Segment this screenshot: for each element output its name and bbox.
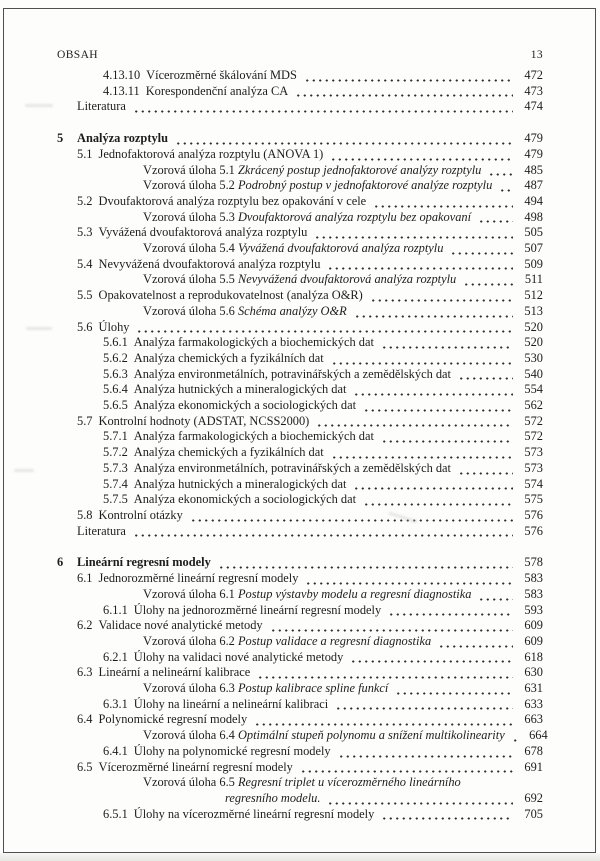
toc-entry bbox=[57, 477, 543, 493]
toc-entry-number: 5.5 bbox=[77, 288, 93, 303]
dot-leader bbox=[363, 398, 513, 414]
toc-entry bbox=[57, 99, 543, 115]
toc-entry-number: 6.1.1 bbox=[103, 602, 128, 617]
toc-entry-page: 487 bbox=[524, 178, 543, 193]
dot-leader bbox=[363, 492, 513, 508]
toc-entry-page: 472 bbox=[524, 68, 543, 82]
toc-entry-page: 575 bbox=[524, 492, 543, 507]
dot-leader bbox=[316, 414, 513, 430]
toc-entry-title: Dvoufaktorová analýza rozptylu bez opakování v cele bbox=[98, 193, 367, 208]
toc-entry bbox=[57, 241, 543, 257]
toc-entry bbox=[57, 634, 543, 650]
toc-entry-number: 6.5 bbox=[77, 759, 93, 774]
toc-entry-title-roman: Vzorová úloha 6.5 bbox=[143, 775, 238, 790]
dot-leader bbox=[190, 508, 513, 524]
toc-entry-title-italic: Postup validace a regresní diagnostika bbox=[237, 633, 432, 648]
toc-entry-title: Vyvážená dvoufaktorová analýza rozptylu bbox=[98, 225, 308, 240]
dot-leader bbox=[353, 382, 513, 398]
toc-entry-page: 583 bbox=[524, 586, 543, 601]
toc-entry-title bbox=[143, 163, 481, 179]
toc-entry-title: Vícerozměrné lineární regresní modely bbox=[98, 759, 293, 774]
toc-entry-title-roman: Vzorová úloha 6.2 bbox=[143, 633, 238, 648]
toc-entry-number: 4.13.11 bbox=[103, 83, 140, 98]
toc-entry bbox=[57, 257, 543, 273]
toc-entry-number: 5.7.4 bbox=[103, 476, 128, 491]
toc-entry-number: 5.6.3 bbox=[103, 366, 128, 381]
toc-entry-number: 6.4 bbox=[77, 712, 93, 727]
dot-leader bbox=[350, 650, 513, 666]
toc-entry-page: 663 bbox=[524, 712, 543, 727]
toc-entry-title-italic: Podrobný postup v jednofaktorové analýze rozptylu bbox=[237, 178, 493, 193]
toc-entry-number: 6.3 bbox=[77, 665, 93, 680]
toc-entry-number: 6.5.1 bbox=[103, 806, 128, 821]
toc-entry bbox=[57, 775, 543, 791]
toc-entry-number: 5 bbox=[57, 131, 64, 146]
table-of-contents bbox=[57, 68, 548, 822]
dot-leader bbox=[381, 335, 513, 351]
toc-entry bbox=[57, 744, 543, 760]
toc-entry bbox=[57, 492, 543, 508]
toc-entry bbox=[57, 272, 543, 288]
toc-entry-page: 511 bbox=[524, 272, 543, 287]
toc-entry-title: Nevyvážená dvoufaktorová analýza rozptylu bbox=[98, 256, 321, 271]
toc-entry-title: Jednofaktorová analýza rozptylu (ANOVA 1) bbox=[98, 146, 324, 161]
dot-leader bbox=[370, 288, 513, 304]
toc-entry-title: Analýza environmetálních, potravinářských a zemědělských dat bbox=[133, 460, 451, 475]
toc-entry-title: Lineární a nelineární kalibrace bbox=[98, 665, 251, 680]
toc-entry-title: Úlohy bbox=[98, 319, 130, 334]
toc-entry-page: 618 bbox=[524, 649, 543, 664]
toc-entry-page: 631 bbox=[524, 681, 543, 696]
toc-entry-page: 474 bbox=[524, 99, 543, 114]
toc-entry-title-italic: Postup kalibrace spline funkcí bbox=[237, 681, 389, 696]
toc-entry-title: Úlohy na lineární a nelineární kalibraci bbox=[133, 696, 329, 711]
dot-leader bbox=[388, 603, 513, 619]
toc-entry-page: 583 bbox=[524, 571, 543, 586]
toc-entry-page: 593 bbox=[524, 602, 543, 617]
toc-entry-title bbox=[225, 791, 320, 807]
dot-leader bbox=[175, 131, 513, 147]
toc-entry bbox=[57, 84, 543, 100]
dot-leader bbox=[327, 257, 513, 273]
toc-entry-page: 562 bbox=[524, 398, 543, 413]
dot-leader bbox=[314, 225, 513, 241]
toc-entry-title: Analýza hutnických a mineralogických dat bbox=[133, 382, 347, 397]
toc-entry-title: Jednorozměrné lineární regresní modely bbox=[98, 571, 299, 586]
toc-entry bbox=[57, 382, 543, 398]
toc-entry-page: 554 bbox=[524, 382, 543, 397]
page-header bbox=[57, 49, 543, 61]
toc-entry-page: 573 bbox=[524, 460, 543, 475]
toc-entry-page: 678 bbox=[524, 743, 543, 758]
toc-entry bbox=[57, 728, 548, 744]
toc-entry-title: Analýza farmakologických a biochemických dat bbox=[133, 429, 374, 444]
toc-entry-number: 6.4.1 bbox=[103, 743, 128, 758]
toc-entry bbox=[57, 398, 543, 414]
dot-leader bbox=[270, 618, 513, 634]
toc-entry-title: Analýza rozptylu bbox=[77, 131, 168, 146]
toc-entry-page: 520 bbox=[524, 335, 543, 350]
toc-entry-page: 572 bbox=[524, 429, 543, 444]
toc-entry bbox=[57, 178, 543, 194]
dot-leader bbox=[254, 712, 513, 728]
toc-entry-title bbox=[143, 634, 431, 650]
toc-entry-number: 5.7 bbox=[77, 413, 93, 428]
toc-entry bbox=[57, 131, 543, 147]
toc-entry-page: 505 bbox=[524, 225, 543, 240]
toc-entry-title-roman: Vzorová úloha 5.4 bbox=[143, 241, 238, 256]
toc-entry-title bbox=[143, 210, 471, 226]
toc-entry-number: 5.1 bbox=[77, 146, 93, 161]
toc-entry bbox=[57, 225, 543, 241]
toc-entry-title: Úlohy na polynomické regresní modely bbox=[133, 743, 331, 758]
toc-entry-title-italic: Nevyvážená dvoufaktorová analýza rozptylu bbox=[237, 272, 457, 287]
toc-entry-number: 5.3 bbox=[77, 225, 93, 240]
dot-leader bbox=[338, 744, 513, 760]
toc-entry bbox=[57, 603, 543, 619]
toc-entry-number: 5.7.1 bbox=[103, 429, 128, 444]
toc-entry-title bbox=[143, 681, 388, 697]
scan-artifact bbox=[14, 469, 34, 472]
toc-entry bbox=[57, 367, 543, 383]
dot-leader bbox=[136, 320, 513, 336]
toc-entry-page: 691 bbox=[524, 759, 543, 774]
dot-leader bbox=[304, 68, 513, 84]
dot-leader bbox=[218, 555, 513, 571]
toc-entry-title bbox=[143, 241, 443, 257]
toc-entry bbox=[57, 68, 543, 84]
toc-entry bbox=[57, 555, 543, 571]
toc-entry-number: 6 bbox=[57, 555, 64, 570]
toc-entry bbox=[57, 697, 543, 713]
toc-entry-title: Validace nové analytické metody bbox=[98, 618, 263, 633]
toc-entry-title-roman: Vzorová úloha 5.1 bbox=[143, 162, 238, 177]
toc-entry-title-italic: Postup výstavby modelu a regresní diagnostika bbox=[237, 586, 472, 601]
dot-leader bbox=[257, 665, 513, 681]
toc-entry-page: 530 bbox=[524, 350, 543, 365]
toc-entry-title-roman: Vzorová úloha 6.1 bbox=[143, 586, 238, 601]
toc-entry bbox=[57, 665, 543, 681]
toc-entry-number: 6.2 bbox=[77, 618, 93, 633]
toc-entry-page: 573 bbox=[524, 445, 543, 460]
toc-entry-title bbox=[143, 587, 471, 603]
toc-entry bbox=[57, 508, 543, 524]
toc-entry-page: 633 bbox=[524, 696, 543, 711]
toc-entry-page: 576 bbox=[524, 523, 543, 538]
toc-entry-number: 5.6 bbox=[77, 319, 93, 334]
toc-entry bbox=[57, 461, 543, 477]
toc-entry-title: Lineární regresní modely bbox=[77, 555, 211, 570]
toc-entry bbox=[57, 791, 543, 807]
toc-entry-title: Korespondenční analýza CA bbox=[145, 83, 289, 98]
toc-entry bbox=[57, 681, 543, 697]
toc-entry bbox=[57, 807, 543, 823]
dot-leader bbox=[353, 477, 513, 493]
toc-entry bbox=[57, 335, 543, 351]
toc-entry-page: 509 bbox=[524, 256, 543, 271]
toc-entry-title-italic: Dvoufaktorová analýza rozptylu bez opakovaní bbox=[237, 209, 472, 224]
toc-entry-number: 6.3.1 bbox=[103, 696, 128, 711]
toc-entry-page: 609 bbox=[524, 618, 543, 633]
toc-entry-title: Polynomické regresní modely bbox=[98, 712, 248, 727]
toc-entry-title-italic: Schéma analýzy O&R bbox=[237, 303, 347, 318]
toc-entry-page: 540 bbox=[524, 366, 543, 381]
toc-entry bbox=[57, 587, 543, 603]
dot-leader bbox=[395, 681, 513, 697]
toc-entry-title-roman: Vzorová úloha 5.3 bbox=[143, 209, 238, 224]
toc-entry bbox=[57, 524, 543, 540]
toc-entry bbox=[57, 760, 543, 776]
dot-leader bbox=[295, 84, 513, 100]
toc-entry-page: 520 bbox=[524, 319, 543, 334]
toc-entry-number: 6.1 bbox=[77, 571, 93, 586]
toc-entry-page: 578 bbox=[524, 555, 543, 570]
toc-entry-title bbox=[143, 728, 505, 744]
toc-entry-title: Analýza ekonomických a sociologických dat bbox=[133, 492, 357, 507]
toc-entry-page: 507 bbox=[524, 241, 543, 256]
toc-entry-title bbox=[143, 304, 347, 320]
dot-leader bbox=[478, 210, 513, 226]
toc-entry bbox=[57, 445, 543, 461]
toc-entry bbox=[57, 414, 543, 430]
toc-entry bbox=[57, 320, 543, 336]
toc-entry-title-italic: Regresní triplet u vícerozměrného lineárního bbox=[237, 775, 461, 790]
toc-entry-number: 4.13.10 bbox=[103, 68, 141, 82]
toc-entry bbox=[57, 429, 543, 445]
toc-entry-page: 479 bbox=[524, 146, 543, 161]
toc-entry bbox=[57, 163, 543, 179]
toc-entry-number: 5.4 bbox=[77, 256, 93, 271]
dot-leader bbox=[300, 760, 513, 776]
dot-leader bbox=[133, 524, 513, 540]
dot-leader bbox=[331, 445, 513, 461]
toc-entry-title-roman: Vzorová úloha 6.4 bbox=[143, 728, 238, 743]
toc-entry-title: Literatura bbox=[77, 523, 126, 538]
running-header-title: OBSAH bbox=[57, 49, 98, 61]
page-number: 13 bbox=[530, 49, 543, 61]
toc-entry-page: 494 bbox=[524, 193, 543, 208]
toc-entry-title: Analýza farmakologických a biochemických dat bbox=[133, 335, 374, 350]
dot-leader bbox=[327, 791, 513, 807]
toc-entry-number: 5.6.2 bbox=[103, 350, 128, 365]
toc-entry-title: Vícerozměrné škálování MDS bbox=[146, 68, 297, 82]
toc-entry-title: Analýza chemických a fyzikálních dat bbox=[133, 350, 324, 365]
toc-entry-title-italic: regresního modelu. bbox=[225, 790, 321, 805]
toc-entry bbox=[57, 210, 543, 226]
toc-entry-number: 5.6.1 bbox=[103, 335, 128, 350]
toc-entry-title-roman: Vzorová úloha 5.5 bbox=[143, 272, 238, 287]
toc-entry bbox=[57, 571, 543, 587]
toc-entry bbox=[57, 304, 543, 320]
toc-entry bbox=[57, 650, 543, 666]
dot-leader bbox=[373, 194, 513, 210]
dot-leader bbox=[305, 571, 513, 587]
toc-entry bbox=[57, 288, 543, 304]
toc-entry-title-italic: Vyvážená dvoufaktorová analýza rozptylu bbox=[237, 241, 444, 256]
toc-entry-number: 5.6.4 bbox=[103, 382, 128, 397]
toc-entry-number: 5.6.5 bbox=[103, 398, 128, 413]
toc-entry bbox=[57, 147, 543, 163]
toc-entry-title: Literatura bbox=[77, 99, 126, 114]
toc-entry-title-roman: Vzorová úloha 5.6 bbox=[143, 303, 238, 318]
toc-entry-page: 572 bbox=[524, 413, 543, 428]
dot-leader bbox=[354, 304, 513, 320]
scan-artifact bbox=[26, 327, 52, 330]
toc-entry-title: Analýza hutnických a mineralogických dat bbox=[133, 476, 347, 491]
dot-leader bbox=[133, 99, 513, 115]
dot-leader bbox=[463, 272, 513, 288]
toc-entry-page: 705 bbox=[524, 806, 543, 821]
toc-entry-page: 498 bbox=[524, 209, 543, 224]
toc-entry-title: Analýza environmetálních, potravinářských a zemědělských dat bbox=[133, 366, 451, 381]
toc-entry-page: 473 bbox=[524, 83, 543, 98]
dot-leader bbox=[438, 634, 513, 650]
toc-entry-title: Úlohy na vícerozměrné lineární regresní modely bbox=[133, 806, 375, 821]
toc-entry-title bbox=[143, 272, 456, 288]
toc-entry-page: 513 bbox=[524, 303, 543, 318]
toc-entry-title-italic: Zkrácený postup jednofaktorové analýzy rozptylu bbox=[237, 162, 482, 177]
dot-leader bbox=[381, 807, 513, 823]
toc-entry-title-roman: Vzorová úloha 5.2 bbox=[143, 178, 238, 193]
dot-leader bbox=[450, 241, 513, 257]
toc-entry-page: 692 bbox=[524, 790, 543, 805]
toc-gap bbox=[57, 115, 543, 131]
toc-entry-page: 576 bbox=[524, 507, 543, 522]
toc-entry-number: 5.8 bbox=[77, 507, 93, 522]
toc-entry-title: Úlohy na validaci nové analytické metody bbox=[133, 649, 344, 664]
toc-entry-number: 5.7.3 bbox=[103, 460, 128, 475]
toc-entry-page: 664 bbox=[529, 728, 548, 743]
toc-entry bbox=[57, 351, 543, 367]
toc-entry-title: Kontrolní otázky bbox=[98, 507, 183, 522]
toc-entry-title: Úlohy na jednorozměrné lineární regresní modely bbox=[133, 602, 382, 617]
toc-entry-page: 512 bbox=[524, 288, 543, 303]
toc-entry-title-roman: Vzorová úloha 6.3 bbox=[143, 681, 238, 696]
toc-entry-title bbox=[143, 178, 492, 194]
toc-entry-title: Analýza ekonomických a sociologických dat bbox=[133, 398, 357, 413]
toc-entry-number: 5.7.5 bbox=[103, 492, 128, 507]
toc-entry bbox=[57, 618, 543, 634]
dot-leader bbox=[488, 163, 513, 179]
toc-entry-title: Analýza chemických a fyzikálních dat bbox=[133, 445, 324, 460]
toc-entry-title: Opakovatelnost a reprodukovatelnost (analýza O&R) bbox=[98, 288, 363, 303]
dot-leader bbox=[381, 429, 513, 445]
dot-leader bbox=[458, 461, 513, 477]
toc-entry-page: 609 bbox=[524, 633, 543, 648]
dot-leader bbox=[499, 178, 513, 194]
toc-entry-title-italic: Optimální stupeň polynomu a snížení multikolinearity bbox=[237, 728, 505, 743]
toc-entry bbox=[57, 194, 543, 210]
toc-entry-number: 5.7.2 bbox=[103, 445, 128, 460]
toc-entry-title: Kontrolní hodnoty (ADSTAT, NCSS2000) bbox=[98, 413, 310, 428]
toc-entry-page: 485 bbox=[524, 162, 543, 177]
dot-leader bbox=[468, 775, 539, 791]
dot-leader bbox=[335, 697, 513, 713]
toc-entry-page: 479 bbox=[524, 131, 543, 146]
toc-entry-page: 630 bbox=[524, 665, 543, 680]
dot-leader bbox=[330, 147, 513, 163]
toc-entry-page: 574 bbox=[524, 476, 543, 491]
toc-entry-number: 6.2.1 bbox=[103, 649, 128, 664]
dot-leader bbox=[458, 367, 513, 383]
dot-leader bbox=[512, 728, 518, 744]
toc-entry-title bbox=[143, 775, 461, 791]
toc-entry-number: 5.2 bbox=[77, 193, 93, 208]
dot-leader bbox=[331, 351, 513, 367]
scan-artifact bbox=[25, 104, 53, 107]
dot-leader bbox=[478, 587, 513, 603]
toc-entry bbox=[57, 712, 543, 728]
toc-gap bbox=[57, 539, 543, 555]
scan-edge-shadow bbox=[0, 853, 600, 861]
